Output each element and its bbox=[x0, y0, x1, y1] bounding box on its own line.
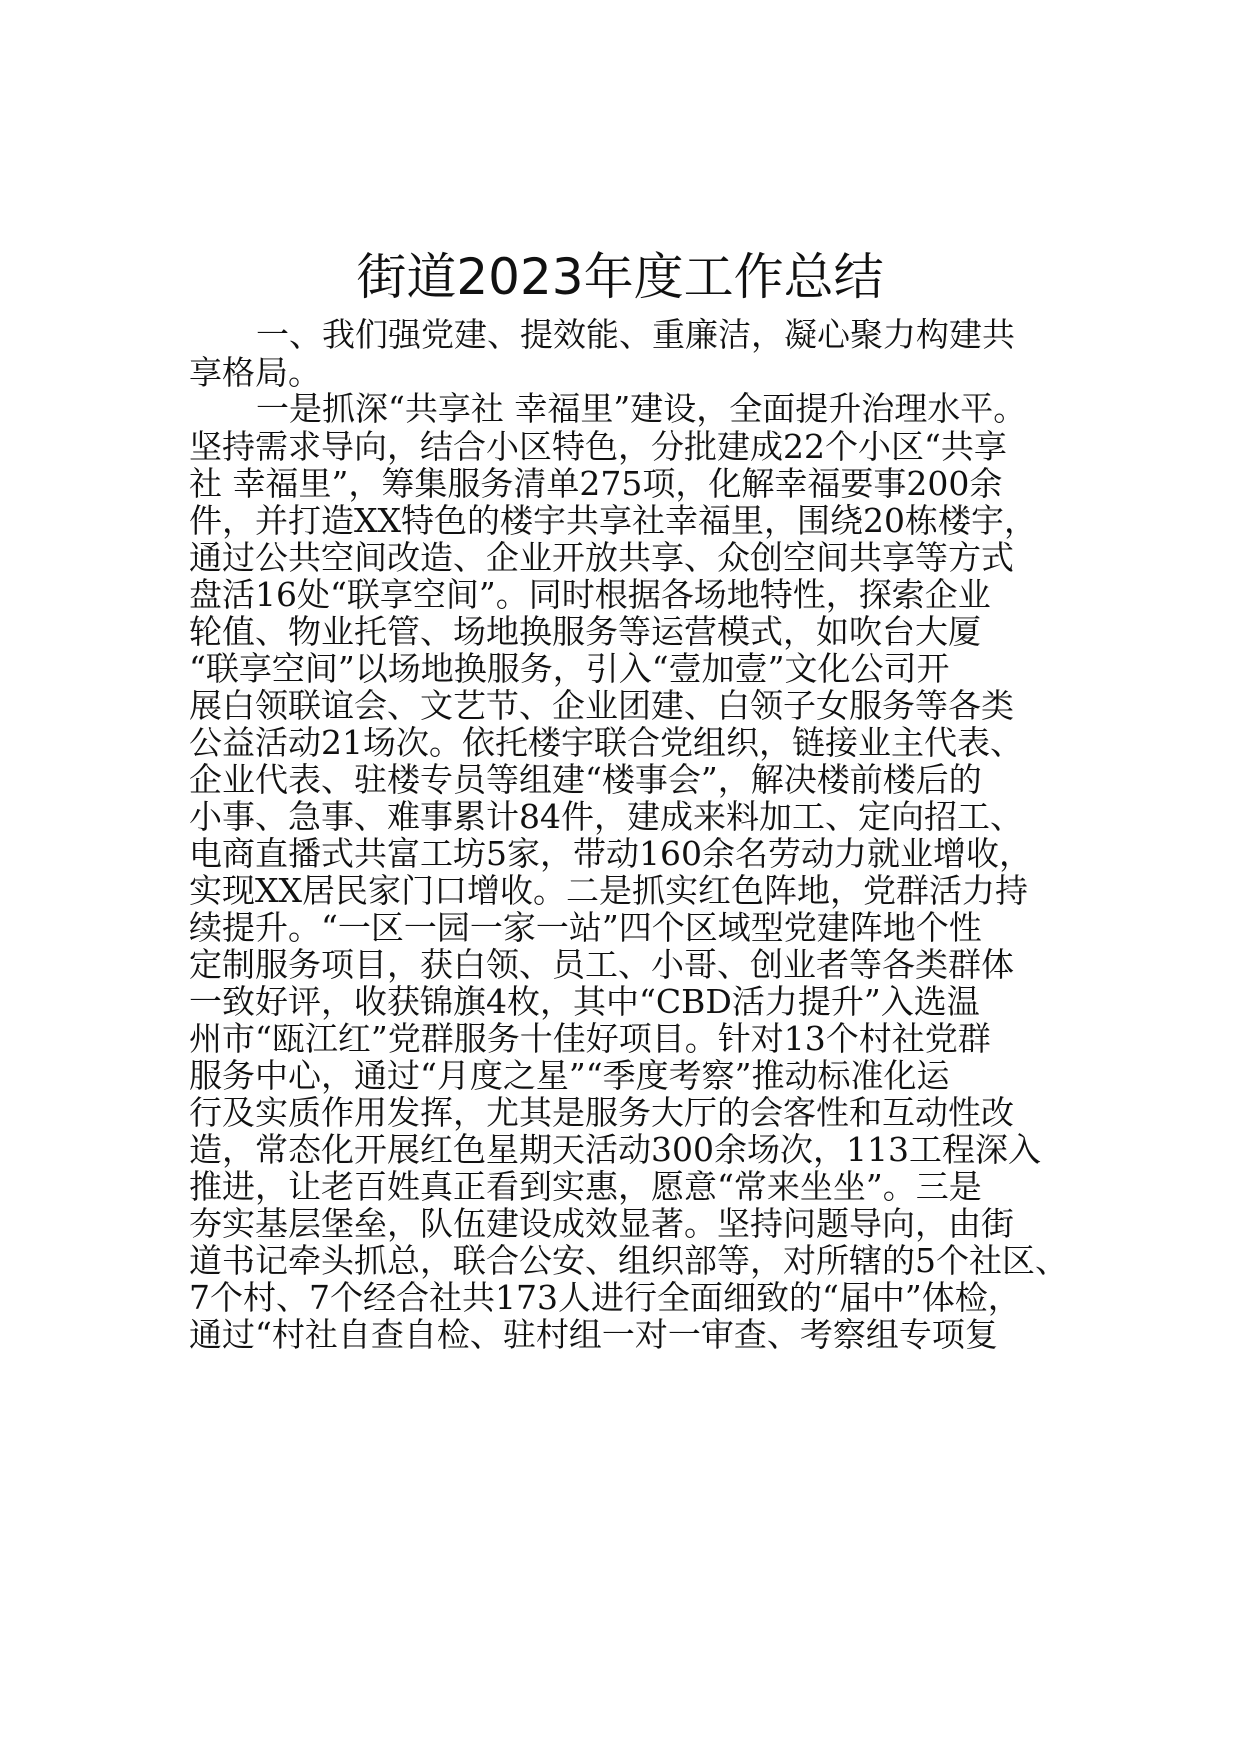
text-line: 电商直播式共富工坊5家，带动160余名劳动力就业增收， bbox=[189, 834, 1032, 873]
text-line: 行及实质作用发挥，尤其是服务大厅的会客性和互动性改 bbox=[189, 1093, 1014, 1132]
text-line: 小事、急事、难事累计84件，建成来料加工、定向招工、 bbox=[189, 797, 1023, 836]
text-line: 服务中心，通过“月度之星”“季度考察”推动标准化运 bbox=[189, 1056, 950, 1095]
document-title: 街道2023年度工作总结 bbox=[356, 247, 884, 306]
text-line: 造，常态化开展红色星期天活动300余场次，113工程深入 bbox=[189, 1130, 1041, 1169]
text-line: 夯实基层堡垒，队伍建设成效显著。坚持问题导向，由街 bbox=[189, 1204, 1014, 1243]
text-line: 轮值、物业托管、场地换服务等运营模式，如吹台大厦 bbox=[189, 612, 981, 651]
text-line: 企业代表、驻楼专员等组建“楼事会”，解决楼前楼后的 bbox=[189, 760, 982, 799]
text-line: 续提升。“一区一园一家一站”四个区域型党建阵地个性 bbox=[189, 908, 982, 947]
text-line: 一是抓深“共享社 幸福里”建设，全面提升治理水平。 bbox=[256, 389, 1027, 428]
text-line: 一、我们强党建、提效能、重廉洁，凝心聚力构建共 bbox=[256, 315, 1015, 354]
text-line: “联享空间”以场地换服务，引入“壹加壹”文化公司开 bbox=[189, 649, 950, 688]
text-line: 社 幸福里”，筹集服务清单275项，化解幸福要事200余 bbox=[189, 464, 1003, 503]
text-line: 展白领联谊会、文艺节、企业团建、白领子女服务等各类 bbox=[189, 686, 1014, 725]
text-line: 实现XX居民家门口增收。二是抓实红色阵地，党群活力持 bbox=[189, 871, 1028, 910]
text-line: 享格局。 bbox=[189, 353, 321, 392]
text-line: 件，并打造XX特色的楼宇共享社幸福里，围绕20栋楼宇， bbox=[189, 501, 1037, 540]
text-line: 州市“瓯江红”党群服务十佳好项目。针对13个村社党群 bbox=[189, 1019, 991, 1058]
text-line: 坚持需求导向，结合小区特色，分批建成22个小区“共享 bbox=[189, 427, 1007, 466]
text-line: 公益活动21场次。依托楼宇联合党组织，链接业主代表、 bbox=[189, 723, 1023, 762]
text-line: 道书记牵头抓总，联合公安、组织部等，对所辖的5个社区、 bbox=[189, 1241, 1068, 1280]
text-line: 定制服务项目，获白领、员工、小哥、创业者等各类群体 bbox=[189, 945, 1014, 984]
text-line: 7个村、7个经合社共173人进行全面细致的“届中”体检， bbox=[189, 1278, 1021, 1317]
text-line: 推进，让老百姓真正看到实惠，愿意“常来坐坐”。三是 bbox=[189, 1167, 982, 1206]
text-line: 通过公共空间改造、企业开放共享、众创空间共享等方式 bbox=[189, 538, 1014, 577]
text-line: 一致好评，收获锦旗4枚，其中“CBD活力提升”入选温 bbox=[189, 982, 980, 1021]
text-line: 盘活16处“联享空间”。同时根据各场地特性，探索企业 bbox=[189, 575, 991, 614]
text-line: 通过“村社自查自检、驻村组一对一审查、考察组专项复 bbox=[189, 1315, 998, 1354]
